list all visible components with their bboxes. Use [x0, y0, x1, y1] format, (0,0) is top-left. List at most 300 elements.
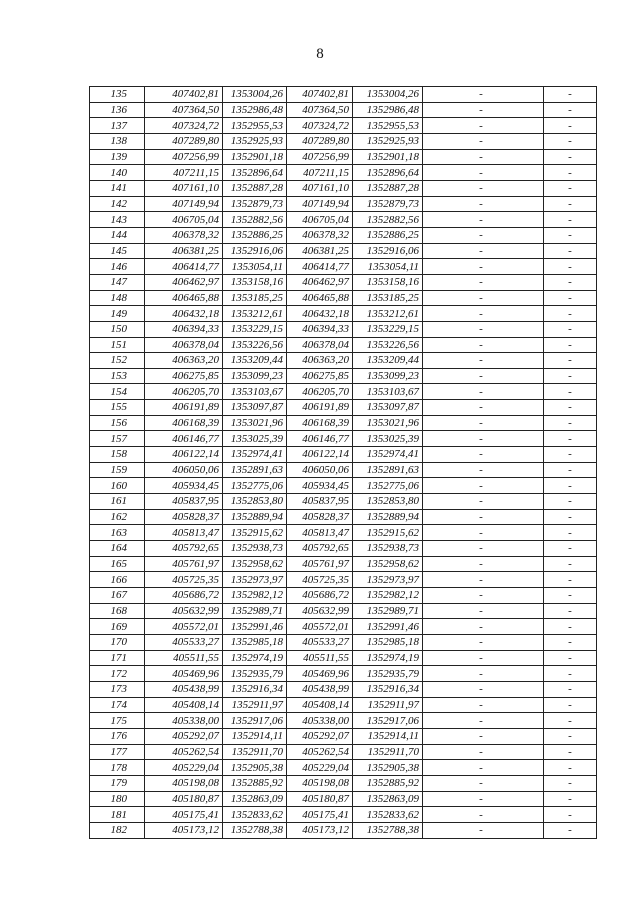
y-coordinate-cell: 1352887,28 [223, 180, 287, 196]
x-coordinate-2-cell: 406381,25 [287, 243, 353, 259]
point-number-cell: 157 [90, 431, 145, 447]
y-coordinate-cell: 1353054,11 [223, 259, 287, 275]
dash-text: - [568, 683, 572, 696]
x-coordinate-cell: 406378,32 [145, 227, 223, 243]
x-coordinate-cell: 406050,06 [145, 462, 223, 478]
point-number-cell: 148 [90, 290, 145, 306]
column-6-cell [423, 180, 544, 196]
table-row [90, 666, 597, 682]
y-coordinate-2-cell: 1352911,97 [353, 697, 423, 713]
y-coordinate-cell: 1353158,16 [223, 274, 287, 290]
x-coordinate-2-cell: 406191,89 [287, 400, 353, 416]
x-coordinate-2-cell: 407364,50 [287, 102, 353, 118]
x-coordinate-cell: 405837,95 [145, 494, 223, 510]
column-6-cell [423, 196, 544, 212]
y-coordinate-2-cell: 1352915,62 [353, 525, 423, 541]
x-coordinate-cell: 406146,77 [145, 431, 223, 447]
dash-text: - [568, 730, 572, 743]
table-row [90, 353, 597, 369]
dash-text: - [568, 808, 572, 821]
column-6-cell [423, 415, 544, 431]
x-coordinate-2-cell: 405438,99 [287, 681, 353, 697]
y-coordinate-cell: 1352882,56 [223, 212, 287, 228]
column-7-cell [544, 290, 597, 306]
dash-text: - [568, 338, 572, 351]
y-coordinate-cell: 1353004,26 [223, 87, 287, 103]
y-coordinate-cell: 1352916,06 [223, 243, 287, 259]
point-number-cell: 173 [90, 681, 145, 697]
dash-text: - [479, 620, 483, 633]
dash-text: - [479, 401, 483, 414]
y-coordinate-cell: 1352889,94 [223, 509, 287, 525]
dash-text: - [568, 792, 572, 805]
x-coordinate-cell: 406414,77 [145, 259, 223, 275]
x-coordinate-cell: 405813,47 [145, 525, 223, 541]
y-coordinate-2-cell: 1352986,48 [353, 102, 423, 118]
point-number-cell: 135 [90, 87, 145, 103]
x-coordinate-2-cell: 407256,99 [287, 149, 353, 165]
dash-text: - [568, 495, 572, 508]
x-coordinate-cell: 406381,25 [145, 243, 223, 259]
column-7-cell [544, 634, 597, 650]
table-row [90, 572, 597, 588]
y-coordinate-cell: 1352885,92 [223, 775, 287, 791]
dash-text: - [479, 792, 483, 805]
dash-text: - [479, 714, 483, 727]
column-7-cell [544, 165, 597, 181]
dash-text: - [568, 103, 572, 116]
point-number-cell: 165 [90, 556, 145, 572]
y-coordinate-2-cell: 1352833,62 [353, 807, 423, 823]
y-coordinate-2-cell: 1352935,79 [353, 666, 423, 682]
dash-text: - [479, 119, 483, 132]
table-row [90, 384, 597, 400]
table-row [90, 775, 597, 791]
column-7-cell [544, 556, 597, 572]
x-coordinate-2-cell: 406378,32 [287, 227, 353, 243]
column-7-cell [544, 541, 597, 557]
column-7-cell [544, 588, 597, 604]
point-number-cell: 156 [90, 415, 145, 431]
x-coordinate-2-cell: 406146,77 [287, 431, 353, 447]
table-row [90, 165, 597, 181]
x-coordinate-2-cell: 405686,72 [287, 588, 353, 604]
table-row [90, 541, 597, 557]
x-coordinate-2-cell: 405338,00 [287, 713, 353, 729]
table-row [90, 509, 597, 525]
column-6-cell [423, 681, 544, 697]
column-7-cell [544, 509, 597, 525]
column-6-cell [423, 118, 544, 134]
point-number-cell: 175 [90, 713, 145, 729]
y-coordinate-2-cell: 1352788,38 [353, 822, 423, 838]
y-coordinate-cell: 1353226,56 [223, 337, 287, 353]
dash-text: - [479, 636, 483, 649]
x-coordinate-2-cell: 406432,18 [287, 306, 353, 322]
dash-text: - [568, 370, 572, 383]
column-6-cell [423, 384, 544, 400]
dash-text: - [479, 651, 483, 664]
column-6-cell [423, 603, 544, 619]
point-number-cell: 180 [90, 791, 145, 807]
x-coordinate-2-cell: 406205,70 [287, 384, 353, 400]
x-coordinate-cell: 405408,14 [145, 697, 223, 713]
point-number-cell: 140 [90, 165, 145, 181]
x-coordinate-2-cell: 407289,80 [287, 133, 353, 149]
dash-text: - [568, 88, 572, 101]
x-coordinate-2-cell: 405173,12 [287, 822, 353, 838]
table-row [90, 118, 597, 134]
table-row [90, 681, 597, 697]
y-coordinate-cell: 1352886,25 [223, 227, 287, 243]
table-row [90, 603, 597, 619]
table-row [90, 728, 597, 744]
column-7-cell [544, 149, 597, 165]
table-row [90, 462, 597, 478]
y-coordinate-2-cell: 1352885,92 [353, 775, 423, 791]
y-coordinate-cell: 1352989,71 [223, 603, 287, 619]
x-coordinate-2-cell: 406050,06 [287, 462, 353, 478]
dash-text: - [479, 244, 483, 257]
table-row [90, 807, 597, 823]
y-coordinate-cell: 1352901,18 [223, 149, 287, 165]
x-coordinate-2-cell: 406394,33 [287, 321, 353, 337]
dash-text: - [479, 260, 483, 273]
dash-text: - [479, 777, 483, 790]
column-6-cell [423, 650, 544, 666]
x-coordinate-cell: 405338,00 [145, 713, 223, 729]
x-coordinate-2-cell: 405175,41 [287, 807, 353, 823]
x-coordinate-cell: 405262,54 [145, 744, 223, 760]
y-coordinate-cell: 1353209,44 [223, 353, 287, 369]
dash-text: - [568, 761, 572, 774]
dash-text: - [568, 213, 572, 226]
dash-text: - [479, 448, 483, 461]
y-coordinate-cell: 1352974,41 [223, 447, 287, 463]
point-number-cell: 182 [90, 822, 145, 838]
x-coordinate-cell: 406462,97 [145, 274, 223, 290]
dash-text: - [479, 197, 483, 210]
coordinates-table-body [90, 87, 597, 839]
point-number-cell: 143 [90, 212, 145, 228]
dash-text: - [479, 761, 483, 774]
x-coordinate-cell: 405173,12 [145, 822, 223, 838]
column-7-cell [544, 666, 597, 682]
x-coordinate-2-cell: 406363,20 [287, 353, 353, 369]
dash-text: - [479, 166, 483, 179]
dash-text: - [479, 182, 483, 195]
column-7-cell [544, 697, 597, 713]
y-coordinate-cell: 1352853,80 [223, 494, 287, 510]
y-coordinate-2-cell: 1353212,61 [353, 306, 423, 322]
point-number-cell: 147 [90, 274, 145, 290]
column-7-cell [544, 525, 597, 541]
table-row [90, 588, 597, 604]
dash-text: - [479, 808, 483, 821]
x-coordinate-cell: 405175,41 [145, 807, 223, 823]
x-coordinate-cell: 405828,37 [145, 509, 223, 525]
dash-text: - [479, 417, 483, 430]
column-7-cell [544, 572, 597, 588]
point-number-cell: 178 [90, 760, 145, 776]
column-7-cell [544, 791, 597, 807]
column-6-cell [423, 102, 544, 118]
y-coordinate-2-cell: 1352973,97 [353, 572, 423, 588]
x-coordinate-cell: 407211,15 [145, 165, 223, 181]
x-coordinate-cell: 405511,55 [145, 650, 223, 666]
dash-text: - [568, 526, 572, 539]
dash-text: - [568, 511, 572, 524]
dash-text: - [479, 573, 483, 586]
column-6-cell [423, 400, 544, 416]
point-number-cell: 155 [90, 400, 145, 416]
point-number-cell: 146 [90, 259, 145, 275]
y-coordinate-cell: 1352905,38 [223, 760, 287, 776]
x-coordinate-cell: 405292,07 [145, 728, 223, 744]
point-number-cell: 139 [90, 149, 145, 165]
column-6-cell [423, 243, 544, 259]
column-6-cell [423, 368, 544, 384]
x-coordinate-2-cell: 405828,37 [287, 509, 353, 525]
x-coordinate-2-cell: 406414,77 [287, 259, 353, 275]
column-6-cell [423, 274, 544, 290]
y-coordinate-cell: 1352833,62 [223, 807, 287, 823]
dash-text: - [568, 667, 572, 680]
y-coordinate-2-cell: 1352911,70 [353, 744, 423, 760]
point-number-cell: 151 [90, 337, 145, 353]
y-coordinate-cell: 1352915,62 [223, 525, 287, 541]
x-coordinate-2-cell: 406122,14 [287, 447, 353, 463]
column-6-cell [423, 807, 544, 823]
table-row [90, 400, 597, 416]
y-coordinate-2-cell: 1352955,53 [353, 118, 423, 134]
dash-text: - [479, 385, 483, 398]
column-6-cell [423, 321, 544, 337]
point-number-cell: 150 [90, 321, 145, 337]
column-7-cell [544, 431, 597, 447]
column-6-cell [423, 525, 544, 541]
dash-text: - [479, 464, 483, 477]
column-6-cell [423, 572, 544, 588]
y-coordinate-2-cell: 1352863,09 [353, 791, 423, 807]
x-coordinate-2-cell: 405725,35 [287, 572, 353, 588]
point-number-cell: 158 [90, 447, 145, 463]
x-coordinate-2-cell: 405408,14 [287, 697, 353, 713]
dash-text: - [568, 589, 572, 602]
dash-text: - [479, 495, 483, 508]
x-coordinate-cell: 406122,14 [145, 447, 223, 463]
point-number-cell: 168 [90, 603, 145, 619]
column-7-cell [544, 603, 597, 619]
y-coordinate-cell: 1353212,61 [223, 306, 287, 322]
table-row [90, 415, 597, 431]
x-coordinate-2-cell: 406275,85 [287, 368, 353, 384]
y-coordinate-cell: 1352958,62 [223, 556, 287, 572]
dash-text: - [479, 667, 483, 680]
column-7-cell [544, 775, 597, 791]
y-coordinate-cell: 1353185,25 [223, 290, 287, 306]
y-coordinate-2-cell: 1353103,67 [353, 384, 423, 400]
column-7-cell [544, 681, 597, 697]
column-6-cell [423, 775, 544, 791]
column-7-cell [544, 650, 597, 666]
page-number: 8 [316, 46, 324, 62]
dash-text: - [479, 526, 483, 539]
dash-text: - [479, 307, 483, 320]
column-6-cell [423, 760, 544, 776]
table-row [90, 180, 597, 196]
x-coordinate-cell: 405572,01 [145, 619, 223, 635]
y-coordinate-cell: 1352775,06 [223, 478, 287, 494]
dash-text: - [479, 511, 483, 524]
column-7-cell [544, 400, 597, 416]
y-coordinate-2-cell: 1352896,64 [353, 165, 423, 181]
y-coordinate-cell: 1352863,09 [223, 791, 287, 807]
column-7-cell [544, 243, 597, 259]
column-7-cell [544, 415, 597, 431]
column-7-cell [544, 462, 597, 478]
dash-text: - [568, 698, 572, 711]
dash-text: - [568, 354, 572, 367]
dash-text: - [568, 119, 572, 132]
y-coordinate-2-cell: 1352974,41 [353, 447, 423, 463]
y-coordinate-2-cell: 1352889,94 [353, 509, 423, 525]
x-coordinate-2-cell: 407324,72 [287, 118, 353, 134]
dash-text: - [479, 683, 483, 696]
column-6-cell [423, 87, 544, 103]
x-coordinate-cell: 405686,72 [145, 588, 223, 604]
table-row [90, 306, 597, 322]
column-6-cell [423, 556, 544, 572]
x-coordinate-2-cell: 406462,97 [287, 274, 353, 290]
x-coordinate-2-cell: 405533,27 [287, 634, 353, 650]
x-coordinate-2-cell: 405792,65 [287, 541, 353, 557]
dash-text: - [479, 479, 483, 492]
y-coordinate-2-cell: 1353185,25 [353, 290, 423, 306]
column-6-cell [423, 133, 544, 149]
column-6-cell [423, 744, 544, 760]
dash-text: - [479, 354, 483, 367]
x-coordinate-2-cell: 405511,55 [287, 650, 353, 666]
dash-text: - [568, 244, 572, 257]
dash-text: - [479, 745, 483, 758]
y-coordinate-cell: 1352911,97 [223, 697, 287, 713]
column-7-cell [544, 87, 597, 103]
dash-text: - [568, 604, 572, 617]
column-6-cell [423, 541, 544, 557]
column-7-cell [544, 822, 597, 838]
column-7-cell [544, 744, 597, 760]
dash-text: - [568, 636, 572, 649]
x-coordinate-cell: 405934,45 [145, 478, 223, 494]
point-number-cell: 163 [90, 525, 145, 541]
x-coordinate-2-cell: 406378,04 [287, 337, 353, 353]
dash-text: - [568, 620, 572, 633]
point-number-cell: 167 [90, 588, 145, 604]
y-coordinate-cell: 1353099,23 [223, 368, 287, 384]
column-7-cell [544, 368, 597, 384]
point-number-cell: 176 [90, 728, 145, 744]
x-coordinate-cell: 406705,04 [145, 212, 223, 228]
column-7-cell [544, 728, 597, 744]
y-coordinate-cell: 1352974,19 [223, 650, 287, 666]
y-coordinate-2-cell: 1352938,73 [353, 541, 423, 557]
dash-text: - [568, 777, 572, 790]
point-number-cell: 171 [90, 650, 145, 666]
point-number-cell: 164 [90, 541, 145, 557]
y-coordinate-2-cell: 1352974,19 [353, 650, 423, 666]
y-coordinate-2-cell: 1353229,15 [353, 321, 423, 337]
column-6-cell [423, 697, 544, 713]
y-coordinate-2-cell: 1353209,44 [353, 353, 423, 369]
table-row [90, 822, 597, 838]
column-6-cell [423, 447, 544, 463]
y-coordinate-cell: 1352911,70 [223, 744, 287, 760]
table-row [90, 619, 597, 635]
point-number-cell: 181 [90, 807, 145, 823]
column-7-cell [544, 619, 597, 635]
x-coordinate-2-cell: 407211,15 [287, 165, 353, 181]
x-coordinate-cell: 406168,39 [145, 415, 223, 431]
x-coordinate-2-cell: 407402,81 [287, 87, 353, 103]
x-coordinate-2-cell: 405632,99 [287, 603, 353, 619]
dash-text: - [568, 464, 572, 477]
column-7-cell [544, 118, 597, 134]
dash-text: - [479, 542, 483, 555]
table-row [90, 791, 597, 807]
table-row [90, 713, 597, 729]
y-coordinate-2-cell: 1352887,28 [353, 180, 423, 196]
y-coordinate-2-cell: 1352882,56 [353, 212, 423, 228]
column-6-cell [423, 165, 544, 181]
x-coordinate-2-cell: 407149,94 [287, 196, 353, 212]
column-6-cell [423, 431, 544, 447]
point-number-cell: 154 [90, 384, 145, 400]
point-number-cell: 174 [90, 697, 145, 713]
table-row [90, 227, 597, 243]
x-coordinate-2-cell: 405469,96 [287, 666, 353, 682]
dash-text: - [479, 323, 483, 336]
x-coordinate-cell: 405533,27 [145, 634, 223, 650]
x-coordinate-2-cell: 405292,07 [287, 728, 353, 744]
y-coordinate-cell: 1352914,11 [223, 728, 287, 744]
y-coordinate-2-cell: 1353004,26 [353, 87, 423, 103]
y-coordinate-2-cell: 1353025,39 [353, 431, 423, 447]
column-6-cell [423, 290, 544, 306]
y-coordinate-cell: 1352973,97 [223, 572, 287, 588]
column-7-cell [544, 353, 597, 369]
dash-text: - [568, 182, 572, 195]
x-coordinate-cell: 406363,20 [145, 353, 223, 369]
x-coordinate-2-cell: 405180,87 [287, 791, 353, 807]
table-row [90, 87, 597, 103]
y-coordinate-cell: 1352938,73 [223, 541, 287, 557]
dash-text: - [479, 135, 483, 148]
y-coordinate-cell: 1352935,79 [223, 666, 287, 682]
column-6-cell [423, 212, 544, 228]
table-row [90, 478, 597, 494]
dash-text: - [568, 197, 572, 210]
dash-text: - [568, 291, 572, 304]
dash-text: - [479, 229, 483, 242]
x-coordinate-cell: 406432,18 [145, 306, 223, 322]
dash-text: - [479, 150, 483, 163]
dash-text: - [568, 651, 572, 664]
point-number-cell: 161 [90, 494, 145, 510]
table-row [90, 447, 597, 463]
table-row [90, 697, 597, 713]
table-row [90, 321, 597, 337]
